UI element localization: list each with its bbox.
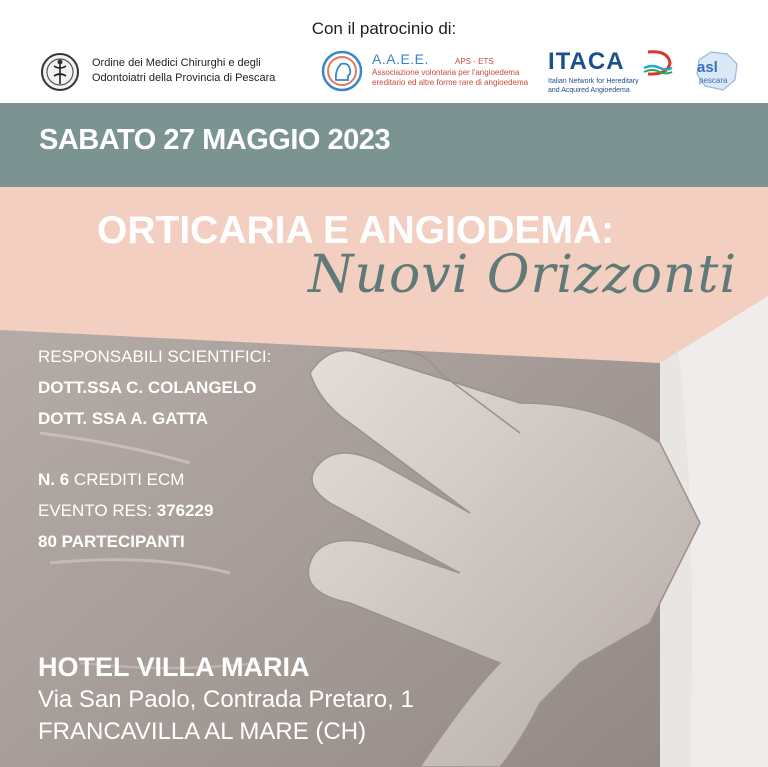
partecipanti: 80 PARTECIPANTI: [38, 532, 185, 551]
aaee-sub2: ereditario ed altre forme rare di angioedema: [372, 78, 529, 87]
event-title: ORTICARIA E ANGIODEMA:: [97, 209, 615, 252]
responsabile-1: DOTT.SSA C. COLANGELO: [38, 378, 257, 397]
event-subtitle: Nuovi Orizzonti: [308, 245, 738, 305]
venue-city: FRANCAVILLA AL MARE (CH): [38, 718, 367, 745]
medical-order-line2: Odontoiatri della Provincia di Pescara: [92, 72, 276, 84]
itaca-sub1: Italian Network for Hereditary: [548, 78, 639, 85]
aaee-title: A.A.E.E.: [372, 51, 429, 67]
evento-code: 376229: [156, 501, 214, 520]
evento-line: [38, 501, 213, 521]
aaee-tag: APS - ETS: [455, 57, 494, 66]
venue-address: Via San Paolo, Contrada Pretaro, 1: [38, 686, 414, 713]
patronage-label: Con il patrocinio di:: [311, 19, 457, 38]
event-date: SABATO 27 MAGGIO 2023: [39, 124, 391, 156]
asl-title: asl: [697, 59, 718, 76]
aaee-sub1: Associazione volontaria per l'angioedema: [372, 68, 520, 77]
venue-name: HOTEL VILLA MARIA: [38, 652, 310, 682]
crediti-number: N. 6: [38, 470, 70, 489]
asl-subtitle: pescara: [699, 76, 728, 85]
evento-label: EVENTO RES:: [38, 501, 152, 520]
medical-order-line1: Ordine dei Medici Chirurghi e degli: [92, 57, 261, 69]
itaca-sub2: and Acquired Angioedema: [548, 87, 630, 94]
responsabile-2: DOTT. SSA A. GATTA: [38, 409, 208, 428]
itaca-title: ITACA: [548, 48, 625, 75]
responsabili-label: RESPONSABILI SCIENTIFICI:: [38, 347, 272, 366]
crediti-text: CREDITI ECM: [73, 470, 185, 489]
crediti-line: [38, 470, 184, 490]
